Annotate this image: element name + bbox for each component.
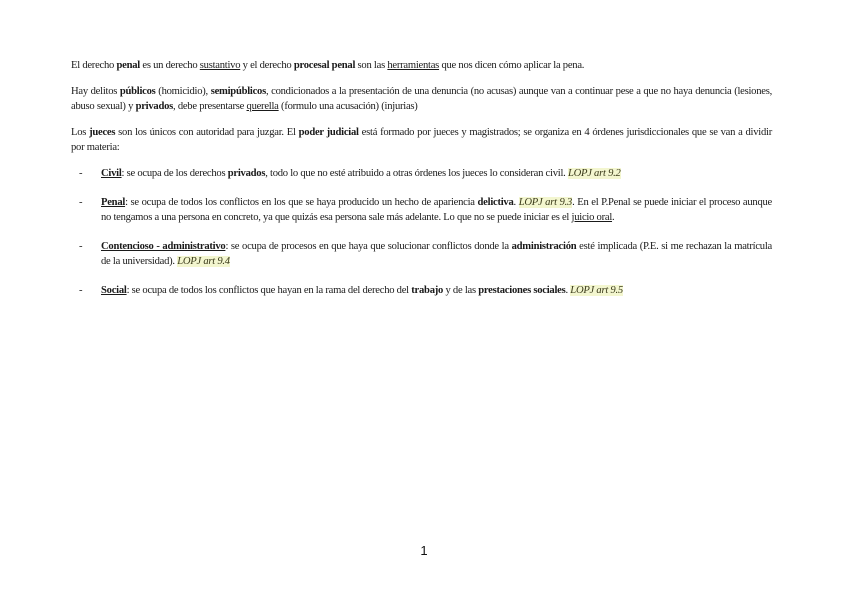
text-run: , condicionados a la presentación de una denuncia (no acusas) aunque van a continuar pese a que no haya denuncia (lesiones, abuso sexual) y (71, 86, 772, 112)
bold-term-semipublicos: semipúblicos (210, 86, 266, 97)
list-item-contencioso (71, 239, 772, 269)
bold-term-penal: penal (116, 60, 140, 71)
text-run: son los únicos con autoridad para juzgar. El (115, 127, 299, 138)
text-run: está formado por jueces y magistrados; se organiza en 4 órdenes jurisdiccionales que se van a dividir por materia: (71, 127, 772, 153)
list-dash: - (79, 285, 83, 296)
text-run: que nos dicen cómo aplicar la pena. (439, 60, 585, 71)
paragraph-delitos (71, 84, 772, 114)
list-dash: - (79, 168, 83, 179)
list-item-civil (71, 166, 772, 181)
law-reference-highlight: LOPJ art 9.3 (518, 197, 573, 208)
text-run: . (513, 197, 519, 208)
list-term-penal: Penal (101, 197, 126, 208)
bold-term-prestaciones-sociales: prestaciones sociales (478, 285, 566, 296)
bold-term-privados: privados (227, 168, 266, 179)
list-dash: - (79, 197, 83, 208)
underlined-term-juicio-oral: juicio oral (571, 212, 613, 223)
text-run: . (612, 212, 615, 223)
text-run: : se ocupa de todos los conflictos que hayan en la rama del derecho del (126, 285, 412, 296)
text-run: y el derecho (240, 60, 294, 71)
text-run: . En el P.Penal se puede iniciar el proceso aunque no tengamos a una persona en concreto, ya que quizás esa persona sale más adelante. Lo que no se puede iniciar es el (101, 197, 772, 223)
law-reference-highlight: LOPJ art 9.2 (567, 168, 621, 179)
text-run: : se ocupa de procesos en que haya que solucionar conflictos donde la (225, 241, 512, 252)
text-run: esté implicada (P.E. si me rechazan la matrícula de la universidad). (101, 241, 772, 267)
underlined-term-herramientas: herramientas (387, 60, 440, 71)
bold-term-poder-judicial: poder judicial (298, 127, 359, 138)
text-run: (formulo una acusación) (injurias) (278, 101, 418, 112)
bold-term-delictiva: delictiva (477, 197, 514, 208)
underlined-term-sustantivo: sustantivo (199, 60, 241, 71)
law-reference-highlight: LOPJ art 9.4 (177, 256, 230, 267)
document-body (71, 58, 772, 312)
text-run: Hay delitos (71, 86, 120, 97)
text-run: , todo lo que no esté atribuido a otras órdenes los jueces lo consideran civil. (265, 168, 568, 179)
list-term-contencioso: Contencioso - administrativo (101, 241, 226, 252)
bold-term-privados: privados (135, 101, 174, 112)
text-run: : se ocupa de los derechos (121, 168, 228, 179)
bold-term-jueces: jueces (89, 127, 116, 138)
list-term-civil: Civil (101, 168, 122, 179)
text-run: Los (71, 127, 90, 138)
text-run: (homicidio), (155, 86, 211, 97)
text-run: son las (355, 60, 388, 71)
bold-term-administracion: administración (511, 241, 577, 252)
law-reference-highlight: LOPJ art 9.5 (570, 285, 623, 296)
text-run: es un derecho (139, 60, 200, 71)
bold-term-publicos: públicos (119, 86, 156, 97)
bold-term-trabajo: trabajo (411, 285, 444, 296)
list-item-penal (71, 195, 772, 225)
text-run: . (565, 285, 571, 296)
list-term-social: Social (101, 285, 127, 296)
text-run: El derecho (71, 60, 117, 71)
list-item-social (71, 283, 772, 298)
jurisdiction-list (71, 166, 772, 298)
text-run: : se ocupa de todos los conflictos en los que se haya producido un hecho de apariencia (125, 197, 478, 208)
page-number: 1 (420, 543, 428, 558)
bold-term-procesal-penal: procesal penal (293, 60, 356, 71)
underlined-term-querella: querella (246, 101, 279, 112)
text-run: y de las (443, 285, 479, 296)
text-run: , debe presentarse (173, 101, 247, 112)
paragraph-penal-intro (71, 58, 772, 73)
paragraph-jueces (71, 125, 772, 155)
list-dash: - (79, 241, 83, 252)
